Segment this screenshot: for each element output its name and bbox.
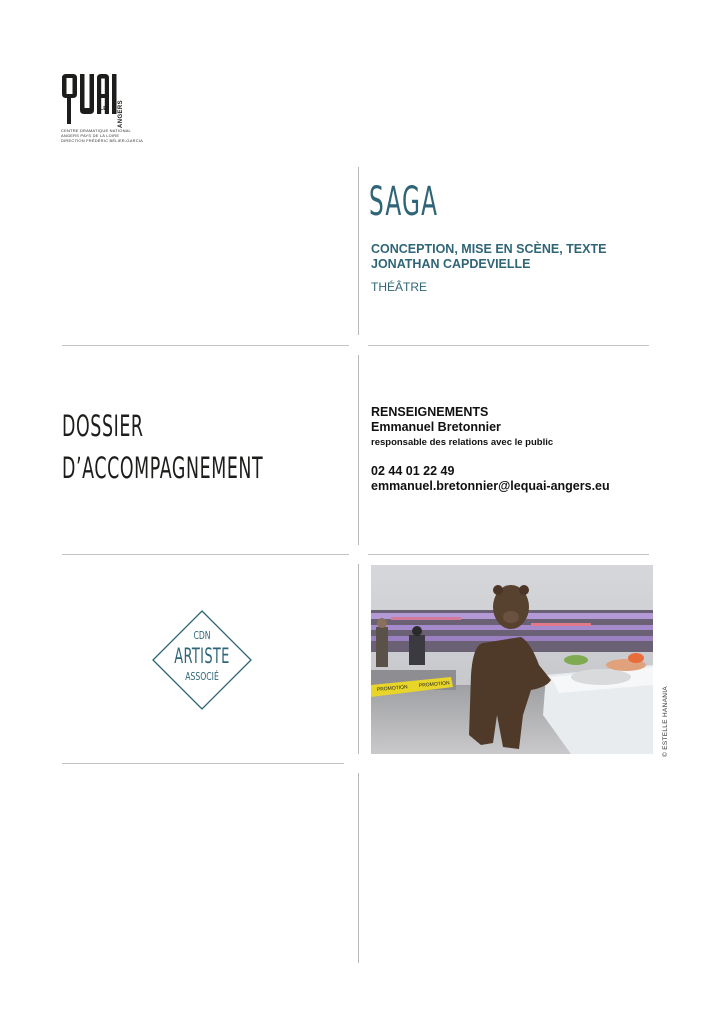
director-name: JONATHAN CAPDEVIELLE: [371, 257, 531, 271]
logo-prefix: LE: [100, 106, 107, 112]
badge-line: ARTISTE: [174, 644, 230, 668]
logo-subtitle-line: ANGERS PAYS DE LA LOIRE: [61, 133, 120, 138]
promo-label: PROMOTION: [418, 680, 450, 689]
logo-subtitle: [61, 128, 161, 143]
show-credits: [371, 242, 606, 272]
contact-name: Emmanuel Bretonnier: [371, 420, 501, 434]
badge-line: ASSOCIÉ: [185, 670, 219, 683]
contact-role: responsable des relations avec le public: [371, 437, 554, 448]
promo-label: PROMOTION: [376, 684, 408, 693]
show-genre: THÉÂTRE: [371, 280, 428, 294]
divider-horizontal: [368, 554, 649, 555]
quai-logo: [60, 72, 170, 147]
contact-email[interactable]: emmanuel.bretonnier@lequai-angers.eu: [371, 479, 610, 493]
divider-vertical: [358, 773, 359, 963]
heading-line: DOSSIER: [62, 409, 144, 443]
photo-credit: © ESTELLE HANANIA: [662, 686, 669, 757]
heading-line: D’ACCOMPAGNEMENT: [62, 451, 264, 485]
logo-subtitle-line: DIRECTION FRÉDÉRIC BÉLIER-GARCIA: [61, 138, 143, 143]
divider-horizontal: [62, 345, 349, 346]
logo-city: ANGERS: [118, 99, 124, 128]
show-photo: [371, 565, 653, 754]
document-heading: [62, 405, 263, 489]
divider-horizontal: [368, 345, 649, 346]
divider-horizontal: [62, 554, 349, 555]
divider-horizontal: [62, 763, 344, 764]
show-title: SAGA: [369, 179, 439, 225]
contact-block: [371, 405, 610, 494]
supermarket-bear-photo: [371, 565, 653, 754]
divider-vertical: [358, 355, 359, 545]
contact-phone[interactable]: 02 44 01 22 49: [371, 464, 455, 478]
logo-subtitle-line: CENTRE DRAMATIQUE NATIONAL: [61, 128, 131, 133]
divider-vertical: [358, 167, 359, 335]
cdn-artiste-associe-badge: [152, 610, 252, 710]
quai-logo-mark: [60, 72, 120, 127]
contact-heading: RENSEIGNEMENTS: [371, 405, 489, 419]
credit-line: CONCEPTION, MISE EN SCÈNE, TEXTE: [371, 242, 607, 256]
divider-vertical: [358, 564, 359, 754]
badge-line: CDN: [193, 629, 211, 642]
